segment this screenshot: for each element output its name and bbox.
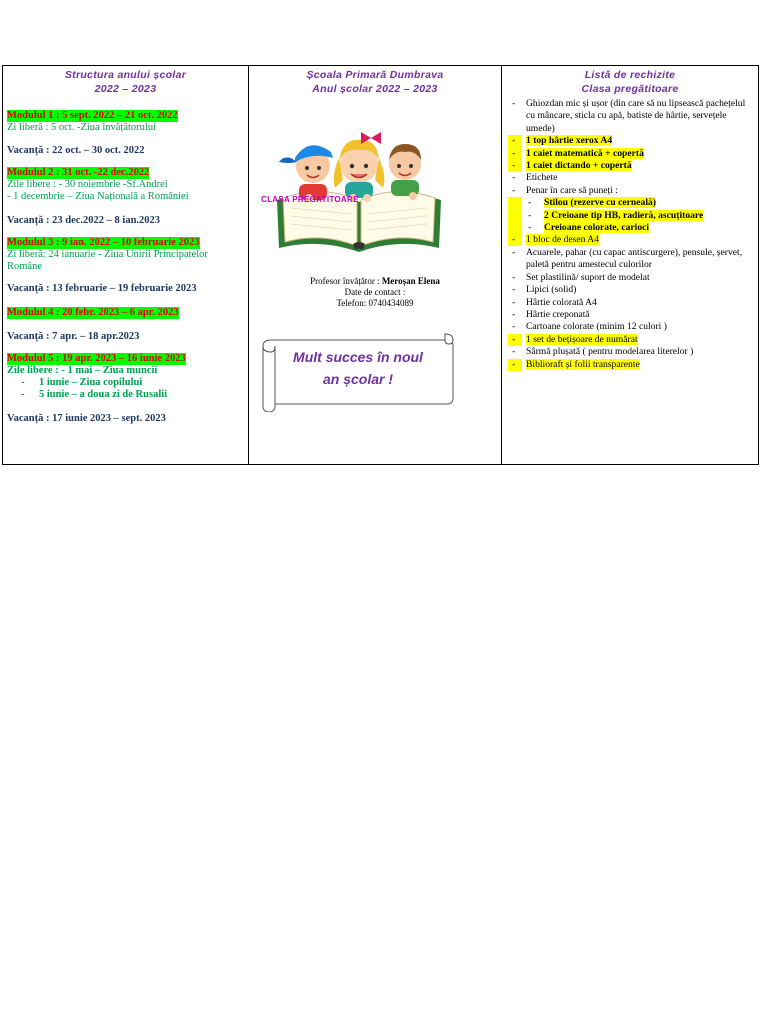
wish-line2: an școlar ! <box>322 371 394 387</box>
module-5-free-day-2: - 5 iunie – a doua zi de Rusalii <box>21 389 168 400</box>
list-item: - Lipici (solid) <box>512 284 577 296</box>
vacation-4: Vacanță : 7 apr. – 18 apr.2023 <box>7 331 140 342</box>
item-text: Lipici (solid) <box>526 284 577 296</box>
item-text: Penar în care să puneți : <box>526 184 618 196</box>
school-year: Anul școlar 2022 – 2023 <box>312 83 438 95</box>
free-day-text: 1 iunie – Ziua copilului <box>39 377 143 388</box>
item-text: Etichete <box>526 172 558 184</box>
list-item: - Sârmă plușată ( pentru modelarea literelor ) <box>512 346 694 358</box>
class-label: CLASA PREGATITOARE <box>261 195 359 204</box>
list-item: - Hârtie creponată <box>512 308 590 320</box>
list-item: - Cartoane colorate (minim 12 culori ) <box>512 321 667 333</box>
module-2-label: Modulul 2 : 31 oct. -22 dec.2022 <box>7 167 150 178</box>
item-text: Cartoane colorate (minim 12 culori ) <box>526 321 667 333</box>
structure-title-line1: Structura anului școlar <box>64 69 187 81</box>
item-text: Biblioraft și folii transparente <box>526 358 640 370</box>
wish-line1: Mult succes în noul <box>293 349 423 365</box>
item-text: 1 caiet matematică + copertă <box>526 147 644 159</box>
list-item: - Etichete <box>512 172 558 184</box>
school-header <box>249 66 501 96</box>
supplies-title <box>502 66 758 96</box>
item-text: Hârtie colorată A4 <box>526 296 597 308</box>
vacation-3: Vacanță : 13 februarie – 19 februarie 2023 <box>7 283 197 294</box>
item-text: Set plastilină/ suport de modelat <box>526 271 650 283</box>
item-text: 1 top hârtie xerox A4 <box>526 135 613 147</box>
module-1-free-day: Zi liberă : 5 oct. -Ziua învățătorului <box>7 122 156 133</box>
item-text: 1 bloc de desen A4 <box>526 234 600 246</box>
list-item: - 1 top hârtie xerox A4 <box>508 135 754 147</box>
list-item: - 2 Creioane tip HB, radieră, ascuțitoare <box>508 210 754 222</box>
item-text: Hârtie creponată <box>526 308 590 320</box>
module-3-label: Modulul 3 : 9 ian. 2022 – 10 februarie 2023 <box>7 237 200 248</box>
item-text: Ghiozdan mic și ușor (din care să nu lipsească pachețelul cu mâncare, sticla cu apă, batiste de hârtie, servețele umede) <box>526 98 746 134</box>
list-item: - Creioane colorate, carioci <box>508 222 754 234</box>
school-info-column <box>249 66 502 464</box>
supplies-title-line2: Clasa pregătitoare <box>581 83 679 95</box>
module-5-free-days: Zile libere : - 1 mai – Ziua muncii <box>7 365 158 376</box>
good-luck-message <box>261 346 455 390</box>
supplies-title-line1: Listă de rechizite <box>584 69 676 81</box>
module-1-label: Modulul 1 : 5 sept. 2022 – 21 oct. 2022 <box>7 110 178 121</box>
vacation-2: Vacanță : 23 dec.2022 – 8 ian.2023 <box>7 215 161 226</box>
module-3-free-day: Zi liberă: 24 ianuarie - Ziua Unirii Principatelor Române <box>7 249 208 272</box>
teacher-line <box>249 276 501 287</box>
list-item: - 1 bloc de desen A4 <box>508 234 754 246</box>
vacation-5: Vacanță : 17 iunie 2023 – sept. 2023 <box>7 413 166 424</box>
list-item: - Hârtie colorată A4 <box>512 296 597 308</box>
item-text: 1 caiet dictando + copertă <box>526 160 632 172</box>
item-text: Creioane colorate, carioci <box>544 222 650 234</box>
modules-list <box>3 96 248 425</box>
list-item: - Penar în care să puneți : <box>512 184 618 196</box>
list-item: - 1 caiet matematică + copertă <box>508 148 754 160</box>
list-item: - Biblioraft și folii transparente <box>508 359 754 371</box>
school-year-structure-column <box>3 66 249 464</box>
item-text: Sârmă plușată ( pentru modelarea literelor ) <box>526 346 694 358</box>
list-item: - Set plastilină/ suport de modelat <box>512 271 650 283</box>
free-day-text: 5 iunie – a doua zi de Rusalii <box>39 389 168 400</box>
list-item: - Acuarele, pahar (cu capac antiscurgere), pensule, șervet, paletă pentru amestecul culorilor <box>512 246 743 271</box>
contact-label: Date de contact : <box>344 287 406 297</box>
teacher-prefix: Profesor învățător : <box>310 276 382 286</box>
item-text: Acuarele, pahar (cu capac antiscurgere), pensule, șervet, paletă pentru amestecul culorilor <box>526 246 743 271</box>
list-item: - 1 caiet dictando + copertă <box>508 160 754 172</box>
teacher-contact <box>249 276 501 309</box>
item-text: 1 set de bețișoare de numărat <box>526 333 638 345</box>
module-2-free-days-2: - 1 decembrie – Ziua Națională a României <box>7 191 189 202</box>
brochure-frame <box>2 65 759 465</box>
phone-number: Telefon: 0740434089 <box>336 298 414 308</box>
list-item: - 1 set de bețișoare de numărat <box>508 334 754 346</box>
module-5-label: Modulul 5 : 19 apr. 2023 – 16 iunie 2023 <box>7 353 186 364</box>
module-4-label: Modulul 4 : 20 febr. 2023 – 6 apr. 2023 <box>7 307 179 318</box>
module-2-free-days: Zile libere : - 30 noiembrie -Sf.Andrei <box>7 179 168 190</box>
module-5-free-day-1: - 1 iunie – Ziua copilului <box>21 377 143 388</box>
item-text: 2 Creioane tip HB, radieră, ascuțitoare <box>544 209 704 221</box>
list-item: - Stilou (rezerve cu cerneală) <box>508 197 754 209</box>
teacher-name: Meroșan Elena <box>381 276 440 286</box>
supplies-column <box>502 66 758 464</box>
list-item: - Ghiozdan mic și ușor (din care să nu lipsească pachețelul cu mâncare, sticla cu apă, batiste de hârtie, servețele umede) <box>512 98 746 134</box>
supplies-list <box>502 96 758 371</box>
item-text: Stilou (rezerve cu cerneală) <box>544 197 656 209</box>
children-reading-book-illustration <box>269 118 449 258</box>
structure-title <box>3 66 248 96</box>
school-name: Școala Primară Dumbrava <box>306 69 444 81</box>
vacation-1: Vacanță : 22 oct. – 30 oct. 2022 <box>7 145 145 156</box>
structure-title-line2: 2022 – 2023 <box>94 83 157 95</box>
